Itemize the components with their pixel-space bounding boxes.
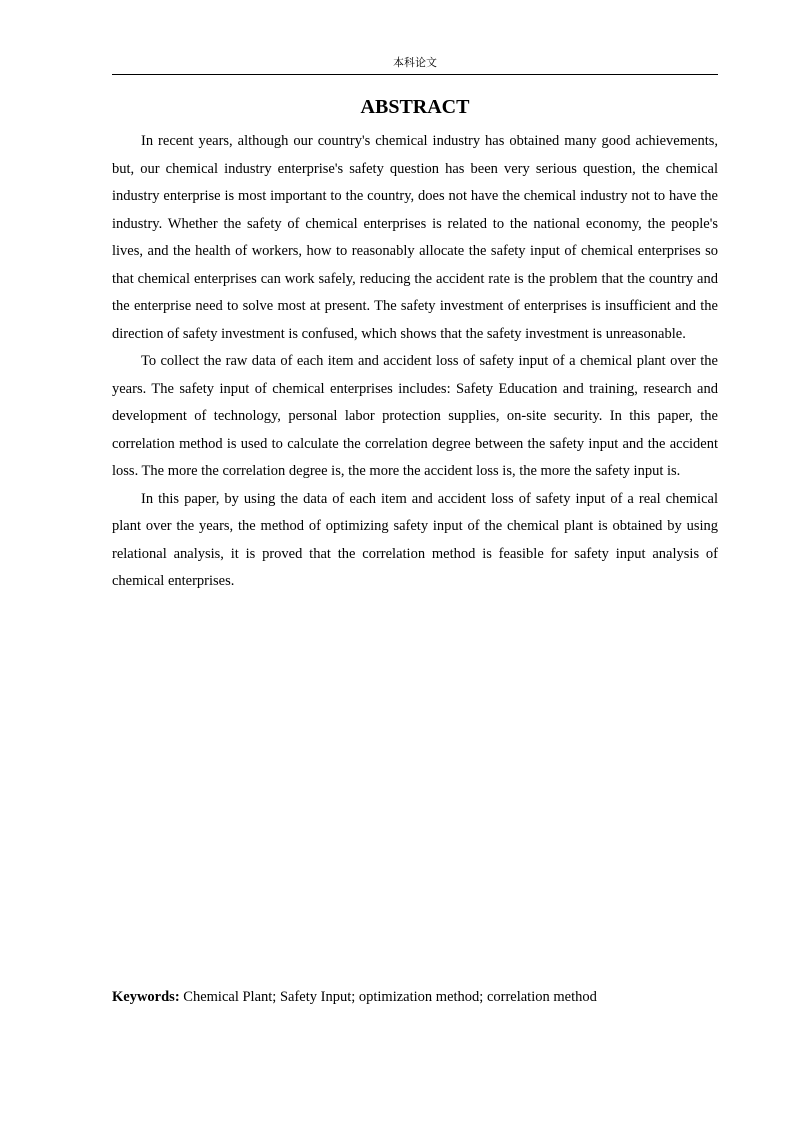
abstract-paragraph-2: To collect the raw data of each item and accident loss of safety input of a chemical plant over the years. The safety input of chemical enterprises includes: Safety Education and training, research and development of technology, personal labor protection supplies, on-site security. In this paper, the correlation method is used to calculate the correlation degree between the safety input and the accident loss. The more the correlation degree is, the more the accident loss is, the more the safety input is.: [112, 353, 718, 479]
keywords-value: Chemical Plant; Safety Input; optimization method; correlation method: [179, 989, 597, 1005]
page-title: ABSTRACT: [360, 96, 470, 118]
running-header: [112, 56, 718, 75]
abstract-paragraph-3: In this paper, by using the data of each item and accident loss of safety input of a real chemical plant over the years, the method of optimizing safety input of the chemical plant is obtained by using relational analysis, it is proved that the correlation method is feasible for safety input analysis of chemical enterprises.: [112, 490, 718, 589]
abstract-body: [112, 128, 718, 596]
keywords-line: [112, 985, 718, 1009]
abstract-paragraph-1: In recent years, although our country's chemical industry has obtained many good achievements, but, our chemical industry enterprise's safety question has been very serious question, the chemical industry enterprise is most important to the country, does not have the chemical industry not to have the industry. Whether the safety of chemical enterprises is related to the national economy, the people's lives, and the health of workers, how to reasonably allocate the safety input of chemical enterprises so that chemical enterprises can work safely, reducing the accident rate is the problem that the country and the enterprise need to solve most at present. The safety investment of enterprises is insufficient and the direction of safety investment is confused, which shows that the safety investment is unreasonable.: [112, 133, 718, 342]
running-header-text: 本科论文: [393, 56, 437, 69]
keywords-label: Keywords:: [112, 989, 180, 1005]
